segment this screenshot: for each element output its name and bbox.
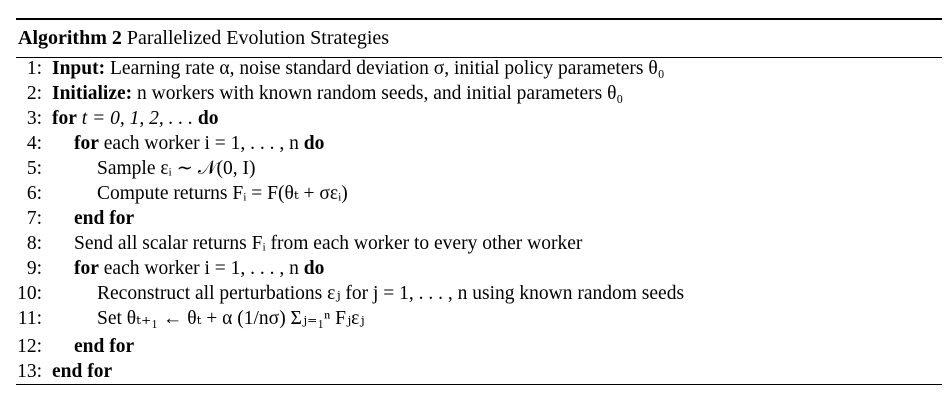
algorithm-label: Algorithm 2	[18, 27, 122, 49]
line-text: Reconstruct all perturbations εⱼ for j = 1, . . . , n using known random seeds	[97, 283, 685, 304]
line-text: Sample εᵢ ∼ 𝒩(0, I)	[97, 158, 256, 179]
line-number: 10:	[17, 283, 42, 304]
algorithm-line-12	[16, 334, 134, 360]
line-text: t = 0, 1, 2, . . .	[76, 108, 193, 129]
line-number: 11:	[17, 308, 42, 329]
algorithm-line-9	[16, 256, 324, 282]
algorithm-caption	[16, 24, 942, 52]
line-text: each worker i = 1, . . . , n	[98, 133, 299, 154]
algorithm-line-5	[16, 156, 256, 182]
keyword: Initialize:	[52, 83, 133, 104]
keyword: for	[74, 133, 99, 154]
algorithm-line-6	[16, 181, 348, 207]
line-number: 1:	[26, 58, 42, 79]
algorithm-line-2	[16, 81, 623, 107]
line-number: 2:	[26, 83, 42, 104]
keyword: end for	[74, 208, 135, 229]
line-number: 3:	[26, 108, 42, 129]
keyword-do: do	[298, 258, 325, 279]
line-number: 5:	[26, 158, 42, 179]
line-text: Learning rate α, noise standard deviation σ, initial policy parameters θ₀	[105, 58, 665, 79]
line-text: Set θₜ₊₁ ← θₜ + α (1/nσ) Σⱼ₌₁ⁿ Fⱼεⱼ	[97, 308, 365, 329]
line-number: 13:	[17, 361, 42, 382]
line-number: 4:	[26, 133, 42, 154]
algorithm-line-13	[16, 359, 112, 385]
algorithm-line-1	[16, 56, 665, 82]
keyword: end for	[74, 336, 135, 357]
algorithm-line-4	[16, 131, 324, 157]
keyword: Input:	[52, 58, 106, 79]
line-number: 9:	[26, 258, 42, 279]
line-text: Compute returns Fᵢ = F(θₜ + σεᵢ)	[97, 183, 348, 204]
line-number: 8:	[26, 233, 42, 254]
line-text: n workers with known random seeds, and initial parameters θ₀	[132, 83, 624, 104]
algorithm-title: Parallelized Evolution Strategies	[126, 27, 390, 49]
line-number: 12:	[17, 336, 42, 357]
line-number: 6:	[26, 183, 42, 204]
keyword: end for	[52, 361, 113, 382]
algorithm-line-3	[16, 106, 218, 132]
top-rule	[16, 18, 942, 20]
algorithm-block	[16, 18, 942, 382]
line-text: Send all scalar returns Fᵢ from each worker to every other worker	[74, 233, 583, 254]
algorithm-line-10	[16, 281, 684, 307]
line-number: 7:	[26, 208, 42, 229]
algorithm-line-8	[16, 231, 582, 257]
line-text: each worker i = 1, . . . , n	[98, 258, 299, 279]
keyword-do: do	[192, 108, 219, 129]
keyword: for	[74, 258, 99, 279]
keyword: for	[52, 108, 77, 129]
algorithm-line-11	[16, 306, 365, 332]
bottom-rule	[16, 384, 942, 385]
algorithm-line-7	[16, 206, 134, 232]
keyword-do: do	[298, 133, 325, 154]
